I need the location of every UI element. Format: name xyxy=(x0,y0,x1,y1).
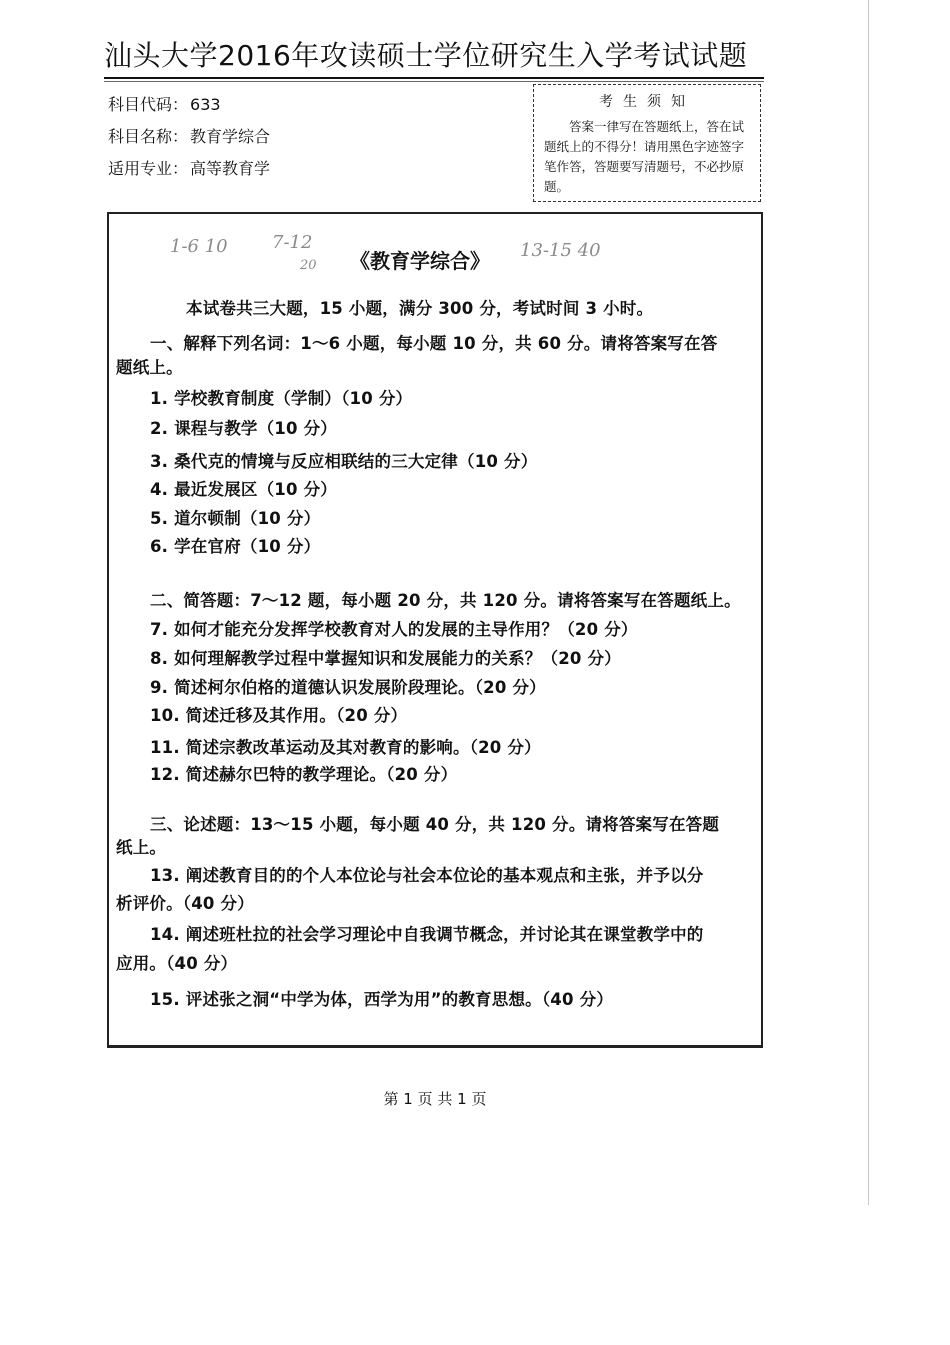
applicable-major-value: 高等教育学 xyxy=(190,159,271,178)
handwritten-note-1: 1-6 10 xyxy=(170,236,228,257)
question-item: 8. 如何理解教学过程中掌握知识和发展能力的关系？（20 分） xyxy=(150,649,621,668)
question-item: 4. 最近发展区（10 分） xyxy=(150,480,337,499)
question-item: 10. 简述迁移及其作用。（20 分） xyxy=(150,706,408,725)
candidate-notice-box xyxy=(533,84,761,202)
notice-title: 考生须知 xyxy=(599,94,695,110)
exam-header-title: 汕头大学2016年攻读硕士学位研究生入学考试试题 xyxy=(104,39,748,72)
question-item: 3. 桑代克的情境与反应相联结的三大定律（10 分） xyxy=(150,452,538,471)
subject-code-value: 633 xyxy=(190,95,221,114)
section3-heading: 三、论述题：13～15 小题，每小题 40 分，共 120 分。请将答案写在答题 xyxy=(150,815,720,834)
question-item: 5. 道尔顿制（10 分） xyxy=(150,509,321,528)
subject-code-label: 科目代码： xyxy=(108,95,189,114)
applicable-major xyxy=(108,156,270,179)
header-rule-thin xyxy=(104,81,764,82)
question-item-cont: 析评价。（40 分） xyxy=(116,894,254,913)
question-item: 14. 阐述班杜拉的社会学习理论中自我调节概念，并讨论其在课堂教学中的 xyxy=(150,925,704,944)
applicable-major-label: 适用专业： xyxy=(108,159,189,178)
section1-heading-cont: 题纸上。 xyxy=(116,358,183,377)
question-item: 7. 如何才能充分发挥学校教育对人的发展的主导作用？（20 分） xyxy=(150,620,638,639)
handwritten-note-2-sub: 20 xyxy=(300,258,317,273)
question-item: 13. 阐述教育目的的个人本位论与社会本位论的基本观点和主张，并予以分 xyxy=(150,866,704,885)
question-item: 12. 简述赫尔巴特的教学理论。（20 分） xyxy=(150,765,458,784)
question-item: 15. 评述张之洞“中学为体，西学为用”的教育思想。（40 分） xyxy=(150,990,614,1009)
section2-heading: 二、简答题：7～12 题，每小题 20 分，共 120 分。请将答案写在答题纸上。 xyxy=(150,591,741,610)
scan-edge-line xyxy=(868,0,869,1205)
exam-title: 《教育学综合》 xyxy=(350,249,490,273)
question-item: 11. 简述宗教改革运动及其对教育的影响。（20 分） xyxy=(150,738,541,757)
question-item-cont: 应用。（40 分） xyxy=(116,954,238,973)
subject-name-label: 科目名称： xyxy=(108,127,189,146)
section1-heading: 一、解释下列名词：1～6 小题，每小题 10 分，共 60 分。请将答案写在答 xyxy=(150,334,718,353)
question-item: 1. 学校教育制度（学制）（10 分） xyxy=(150,389,413,408)
notice-body: 答案一律写在答题纸上，答在试题纸上的不得分！请用黑色字迹签字笔作答，答题要写清题号，不必抄原题。 xyxy=(544,119,745,194)
question-item: 6. 学在官府（10 分） xyxy=(150,537,321,556)
question-item: 9. 简述柯尔伯格的道德认识发展阶段理论。（20 分） xyxy=(150,678,546,697)
handwritten-note-3: 13-15 40 xyxy=(520,240,601,261)
header-rule xyxy=(104,77,764,79)
subject-name xyxy=(108,124,270,147)
subject-name-value: 教育学综合 xyxy=(190,127,271,146)
exam-intro: 本试卷共三大题，15 小题，满分 300 分，考试时间 3 小时。 xyxy=(186,299,654,318)
handwritten-note-2: 7-12 xyxy=(272,232,313,253)
subject-code xyxy=(108,92,221,115)
question-item: 2. 课程与教学（10 分） xyxy=(150,419,337,438)
page-number: 第 1 页 共 1 页 xyxy=(383,1090,487,1108)
section3-heading-cont: 纸上。 xyxy=(116,838,167,857)
